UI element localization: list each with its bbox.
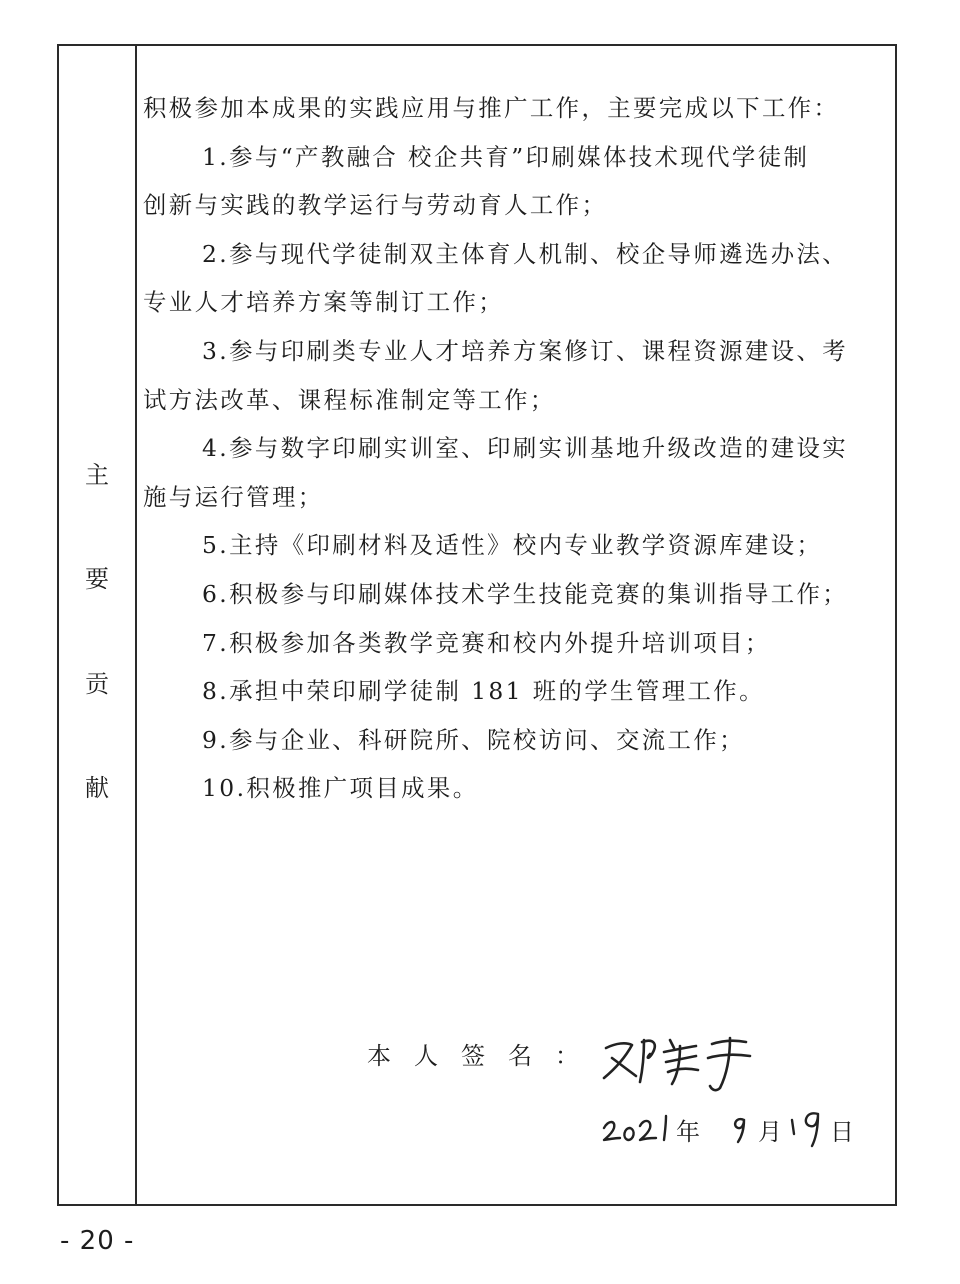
item-2-line-2: 专业人才培养方案等制订工作； [143,288,505,317]
item-8: 8.承担中荣印刷学徒制 181 班的学生管理工作。 [202,677,765,706]
item-10: 10.积极推广项目成果。 [202,774,479,803]
section-label-char: 要 [85,565,109,593]
date-day-char: 日 [830,1118,854,1146]
section-label-column [59,46,137,1204]
handwritten-date-month [726,1098,756,1148]
item-4-line-1: 4.参与数字印刷实训室、印刷实训基地升级改造的建设实 [202,434,849,463]
date-year-char: 年 [676,1118,700,1146]
item-1-line-1: 1.参与“产教融合 校企共育”印刷媒体技术现代学徒制 [202,142,810,171]
item-2-line-1: 2.参与现代学徒制双主体育人机制、校企导师遴选办法、 [202,239,849,268]
page-number: - 20 - [60,1226,135,1256]
item-7: 7.积极参加各类教学竞赛和校内外提升培训项目； [202,628,771,657]
item-9: 9.参与企业、科研院所、院校访问、交流工作； [202,725,745,754]
handwritten-signature [592,1018,762,1098]
item-3-line-2: 试方法改革、课程标准制定等工作； [143,385,556,414]
section-label-char: 主 [85,461,109,489]
section-label-char: 贡 [85,670,109,698]
item-1-line-2: 创新与实践的教学运行与劳动育人工作； [143,191,608,220]
section-label-char: 献 [85,774,109,802]
contribution-text [143,84,883,813]
handwritten-date-year [600,1098,676,1148]
intro-line: 积极参加本成果的实践应用与推广工作，主要完成以下工作： [143,94,840,122]
signature-label: 本人签名： [367,1042,602,1070]
item-6: 6.积极参与印刷媒体技术学生技能竞赛的集训指导工作； [202,579,849,608]
item-4-line-2: 施与运行管理； [143,482,324,511]
item-3-line-1: 3.参与印刷类专业人才培养方案修订、课程资源建设、考 [202,336,849,365]
item-5: 5.主持《印刷材料及适性》校内专业教学资源库建设； [202,531,823,560]
date-month-char: 月 [758,1118,782,1146]
handwritten-date-day [784,1098,834,1148]
